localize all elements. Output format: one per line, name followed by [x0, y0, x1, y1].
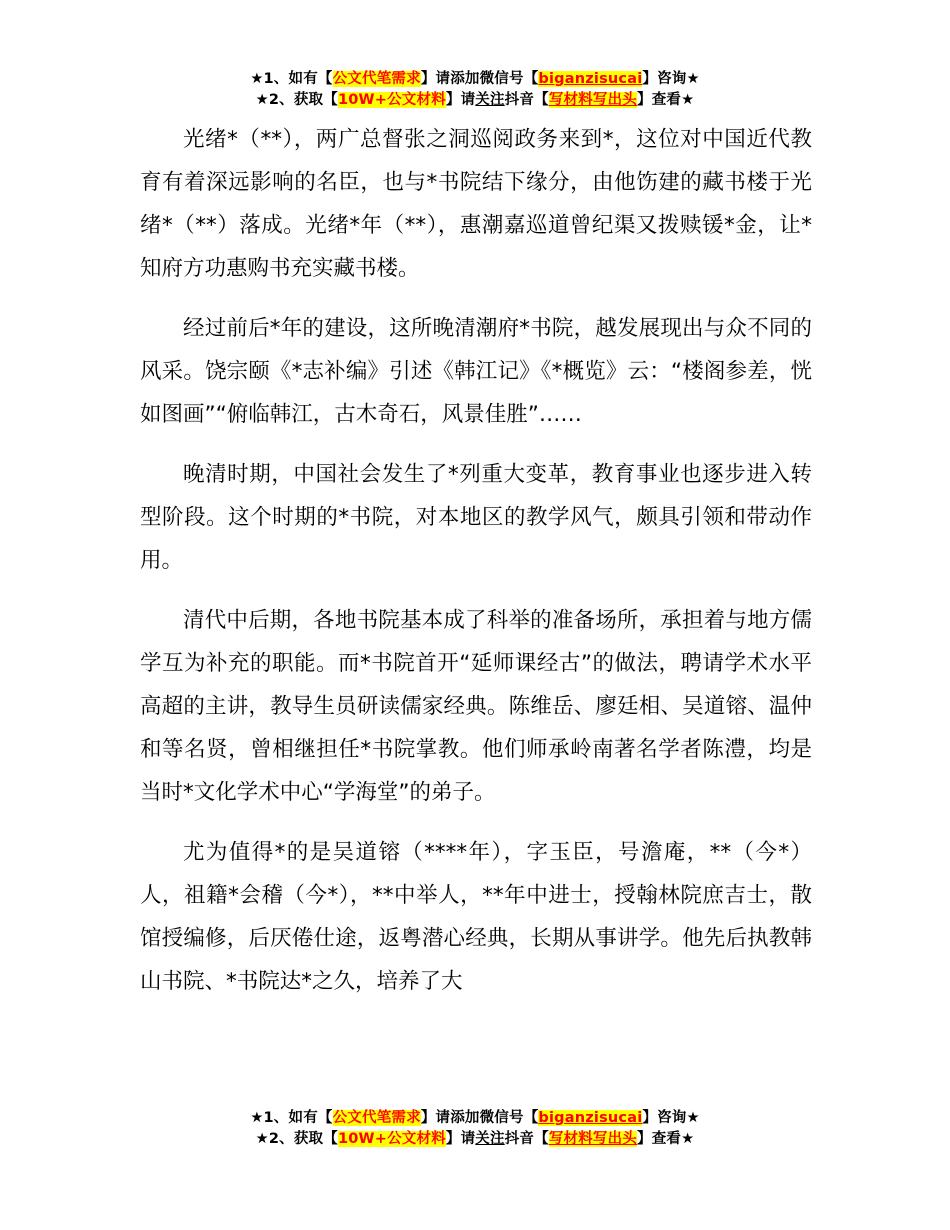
- banner-line-2-suffix: 】查看★: [637, 92, 695, 108]
- paragraph-2: 经过前后*年的建设，这所晚清潮府*书院，越发展现出与众不同的风采。饶宗颐《*志补编》引述《韩江记》《*概览》云：“楼阁参差，恍如图画”“俯临韩江，古木奇石，风景佳胜”……: [140, 316, 812, 427]
- banner-line-1-mid: 】请添加微信号【: [420, 71, 539, 87]
- paragraph-5: 尤为值得*的是吴道镕（****年），字玉臣，号澹庵，**（今*）人，祖籍*会稽（今*），**中举人，**年中进士，授翰林院庶吉士，散馆授编修，后厌倦仕途，返粤潜心经典，长期从事讲学。他先后执教韩山书院、*书院达*之久，培养了大: [140, 840, 812, 994]
- bottom-banner: [0, 1108, 950, 1150]
- paragraph-3: 晚清时期，中国社会发生了*列重大变革，教育事业也逐步进入转型阶段。这个时期的*书院，对本地区的教学风气，颇具引领和带动作用。: [140, 462, 812, 573]
- banner-highlight-douyin: 写材料写出头: [548, 1131, 638, 1147]
- banner-line-2: [0, 1129, 950, 1150]
- banner-follow-text: 关注: [475, 92, 505, 108]
- banner-line-2-prefix: ★2、获取【: [255, 92, 338, 108]
- banner-highlight-wechat-id: biganzisucai: [538, 1110, 643, 1126]
- banner-line-2-prefix: ★2、获取【: [255, 1131, 338, 1147]
- banner-line-1-prefix: ★1、如有【: [250, 71, 333, 87]
- banner-highlight-douyin: 写材料写出头: [548, 92, 638, 108]
- banner-line-2: [0, 90, 950, 111]
- banner-highlight-service: 公文代笔需求: [332, 71, 421, 87]
- banner-line-1: [0, 69, 950, 90]
- paragraph-4: 清代中后期，各地书院基本成了科举的准备场所，承担着与地方儒学互为补充的职能。而*书院首开“延师课经古”的做法，聘请学术水平高超的主讲，教导生员研读儒家经典。陈维岳、廖廷相、吴道镕、温仲和等名贤，曾相继担任*书院掌教。他们师承岭南著名学者陈澧，均是当时*文化学术中心“学海堂”的弟子。: [140, 608, 812, 805]
- banner-line-1: [0, 1108, 950, 1129]
- document-body: [140, 118, 812, 1020]
- top-banner: [0, 69, 950, 111]
- banner-line-2-mid-a: 】请: [445, 1131, 476, 1147]
- banner-line-1-prefix: ★1、如有【: [250, 1110, 333, 1126]
- banner-highlight-service: 公文代笔需求: [332, 1110, 421, 1126]
- banner-line-1-mid: 】请添加微信号【: [420, 1110, 539, 1126]
- banner-line-2-suffix: 】查看★: [637, 1131, 695, 1147]
- banner-highlight-materials: 10W+公文材料: [337, 1131, 446, 1147]
- banner-follow-text: 关注: [475, 1131, 505, 1147]
- paragraph-1: 光绪*（**），两广总督张之洞巡阅政务来到*，这位对中国近代教育有着深远影响的名臣，也与*书院结下缘分，由他饬建的藏书楼于光绪*（**）落成。光绪*年（**），惠潮嘉巡道曾纪渠又拨赎锾*金，让*知府方功惠购书充实藏书楼。: [140, 127, 812, 281]
- banner-highlight-wechat-id: biganzisucai: [538, 71, 643, 87]
- banner-line-1-suffix: 】咨询★: [642, 1110, 700, 1126]
- banner-line-2-mid-c: 抖音【: [504, 1131, 549, 1147]
- banner-line-2-mid-a: 】请: [445, 92, 476, 108]
- banner-line-2-mid-c: 抖音【: [504, 92, 549, 108]
- banner-line-1-suffix: 】咨询★: [642, 71, 700, 87]
- banner-highlight-materials: 10W+公文材料: [337, 92, 446, 108]
